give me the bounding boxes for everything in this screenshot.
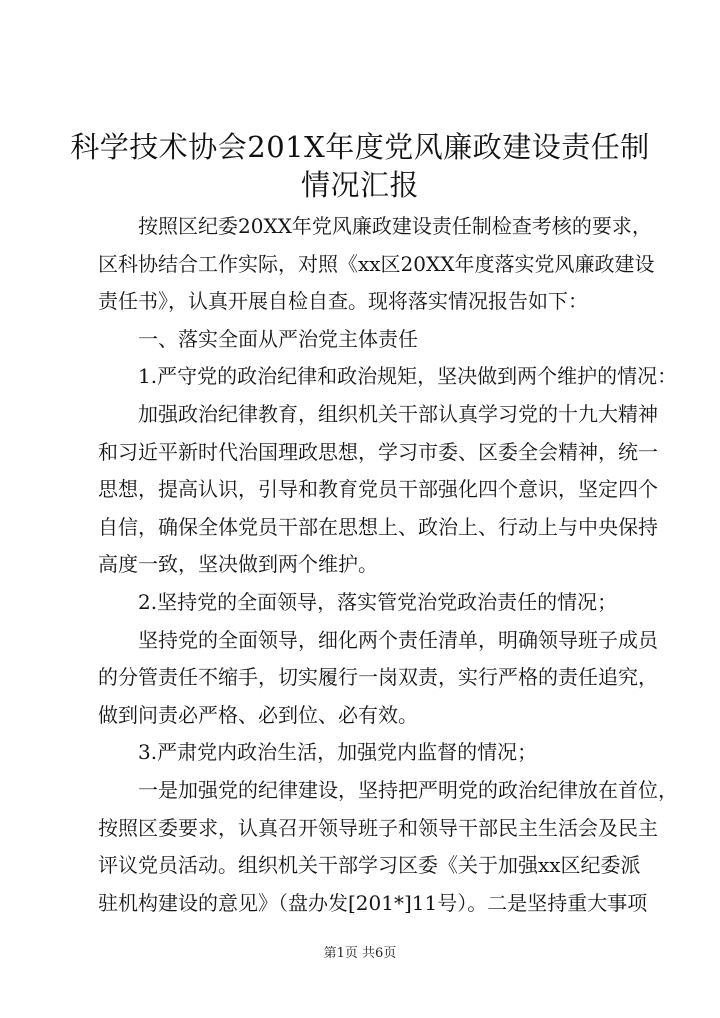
- body-line: 加强政治纪律教育，组织机关干部认真学习党的十九大精神: [138, 401, 658, 426]
- body-line: 做到问责必严格、必到位、必有效。: [98, 702, 418, 727]
- body-line: 评议党员活动。组织机关干部学习区委《关于加强xx区纪委派: [98, 853, 641, 878]
- body-line: 高度一致，坚决做到两个维护。: [98, 552, 378, 577]
- subsection-heading: 1.严守党的政治纪律和政治规矩，坚决做到两个维护的情况：: [138, 364, 678, 389]
- body-line: 区科协结合工作实际，对照《xx区20XX年度落实党风廉政建设: [98, 251, 655, 276]
- body-line: 按照区纪委20XX年党风廉政建设责任制检查考核的要求，: [138, 214, 652, 238]
- document-title-line-1: 科学技术协会201X年度党风廉政建设责任制: [70, 130, 650, 164]
- body-line: 和习近平新时代治国理政思想，学习市委、区委全会精神，统一: [98, 439, 658, 464]
- page-number: 第1页 共6页: [323, 946, 397, 961]
- body-line: 一是加强党的纪律建设，坚持把严明党的政治纪律放在首位，: [138, 777, 678, 802]
- body-line: 责任书》，认真开展自检自查。现将落实情况报告如下：: [98, 289, 588, 314]
- body-line: 自信，确保全体党员干部在思想上、政治上、行动上与中央保持: [98, 514, 658, 539]
- body-line: 坚持党的全面领导，细化两个责任清单，明确领导班子成员: [138, 627, 658, 652]
- document-body: [98, 208, 678, 922]
- body-line: 的分管责任不缩手，切实履行一岗双责，实行严格的责任追究，: [98, 665, 658, 690]
- subsection-heading: 3.严肃党内政治生活，加强党内监督的情况；: [138, 740, 538, 765]
- subsection-heading: 2.坚持党的全面领导，落实管党治党政治责任的情况；: [138, 589, 618, 614]
- body-line: 思想，提高认识，引导和教育党员干部强化四个意识，坚定四个: [98, 477, 658, 502]
- document-title-line-2: 情况汇报: [300, 168, 419, 202]
- section-heading: 一、落实全面从严治党主体责任: [138, 326, 418, 351]
- body-line: 按照区委要求，认真召开领导班子和领导干部民主生活会及民主: [98, 815, 658, 840]
- body-line: 驻机构建设的意见》（盘办发[201*]11号）。二是坚持重大事项: [98, 890, 648, 915]
